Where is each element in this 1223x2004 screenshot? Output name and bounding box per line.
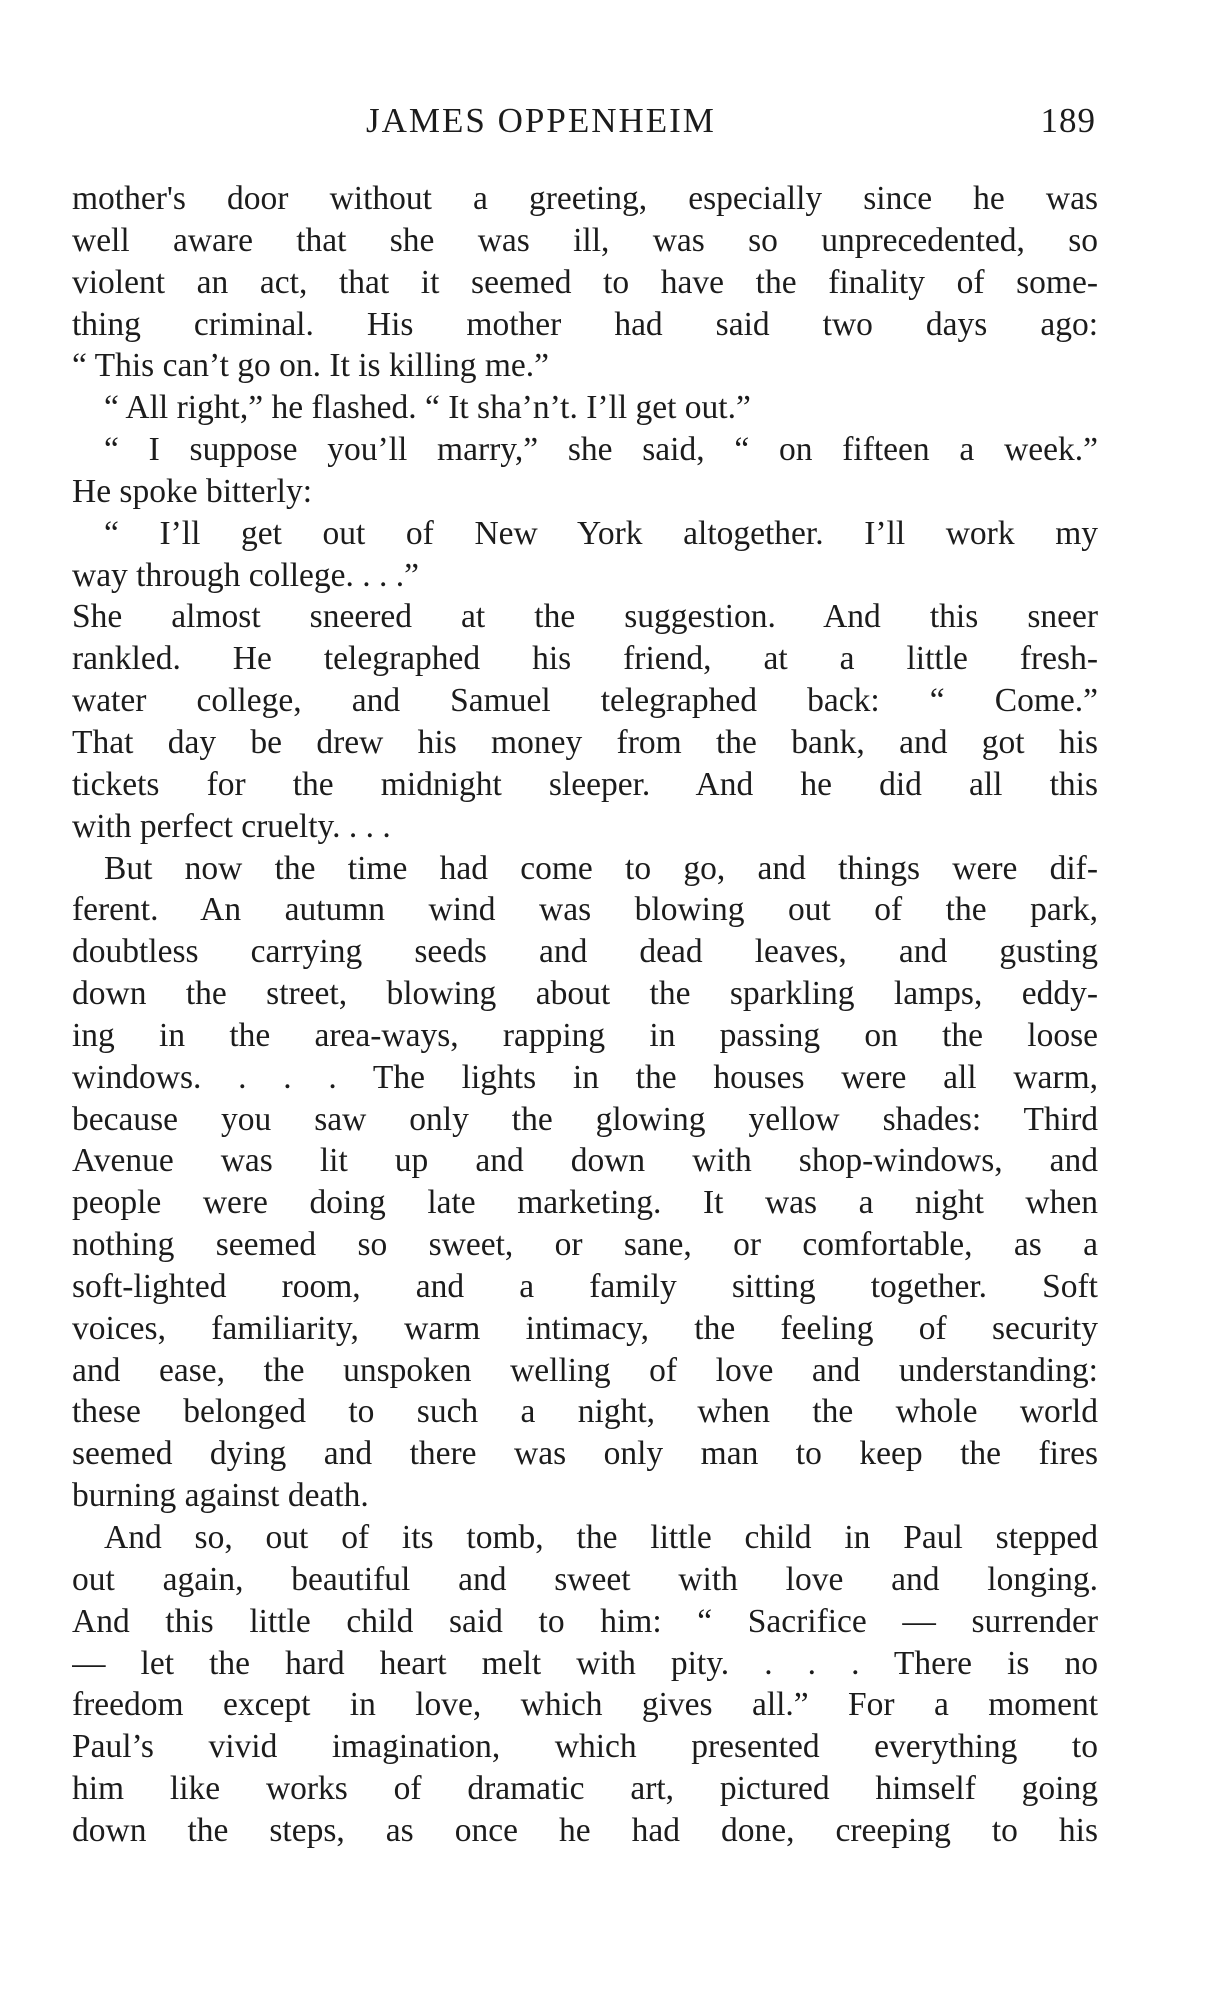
text-line: tickets for the midnight sleeper. And he did all this: [72, 765, 1098, 803]
text-line: “ All right,” he flashed. “ It sha’n’t. I’ll get out.”: [104, 389, 751, 427]
text-line: ferent. An autumn wind was blowing out of the park,: [72, 891, 1098, 929]
text-line: these belonged to such a night, when the whole world: [72, 1393, 1098, 1431]
text-line: Paul’s vivid imagination, which presented everything to: [72, 1728, 1098, 1766]
text-line: And this little child said to him: “ Sacrifice — surrender: [72, 1602, 1098, 1640]
text-line: people were doing late marketing. It was a night when: [72, 1184, 1098, 1222]
text-line: — let the hard heart melt with pity. . . . There is no: [72, 1644, 1098, 1682]
text-line: out again, beautiful and sweet with love and longing.: [72, 1560, 1098, 1598]
text-line: Avenue was lit up and down with shop-windows, and: [72, 1142, 1098, 1180]
text-line: thing criminal. His mother had said two days ago:: [72, 305, 1098, 343]
text-line: voices, familiarity, warm intimacy, the feeling of security: [72, 1309, 1098, 1347]
text-line: windows. . . . The lights in the houses were all warm,: [72, 1058, 1098, 1096]
text-line: water college, and Samuel telegraphed back: “ Come.”: [72, 682, 1098, 720]
body-text: [72, 178, 1098, 1852]
page-number: 189: [1040, 101, 1096, 140]
text-line: soft-lighted room, and a family sitting together. Soft: [72, 1267, 1098, 1305]
text-line: But now the time had come to go, and things were dif-: [104, 849, 1098, 887]
text-line: doubtless carrying seeds and dead leaves, and gusting: [72, 933, 1098, 971]
text-line: down the steps, as once he had done, creeping to his: [72, 1811, 1098, 1849]
text-line: rankled. He telegraphed his friend, at a little fresh-: [72, 640, 1098, 678]
text-line: nothing seemed so sweet, or sane, or comfortable, as a: [72, 1226, 1098, 1264]
text-line: And so, out of its tomb, the little child in Paul stepped: [104, 1519, 1098, 1556]
text-line: “ This can’t go on. It is killing me.”: [72, 347, 549, 385]
text-line: mother's door without a greeting, especially since he was: [72, 180, 1098, 217]
text-line: freedom except in love, which gives all.” For a moment: [72, 1686, 1098, 1724]
text-line: because you saw only the glowing yellow shades: Third: [72, 1100, 1098, 1138]
text-line: him like works of dramatic art, pictured himself going: [72, 1770, 1098, 1808]
running-head: [76, 98, 1096, 144]
text-line: He spoke bitterly:: [72, 472, 313, 510]
text-line: That day be drew his money from the bank, and got his: [72, 723, 1098, 761]
text-line: with perfect cruelty. . . .: [72, 807, 391, 845]
text-line: She almost sneered at the suggestion. And this sneer: [72, 598, 1098, 636]
running-title: JAMES OPPENHEIM: [366, 101, 716, 140]
text-line: and ease, the unspoken welling of love and understanding:: [72, 1351, 1098, 1389]
text-line: down the street, blowing about the sparkling lamps, eddy-: [72, 975, 1098, 1013]
text-line: “ I’ll get out of New York altogether. I’ll work my: [104, 514, 1098, 552]
text-line: seemed dying and there was only man to keep the fires: [72, 1435, 1098, 1473]
text-line: well aware that she was ill, was so unprecedented, so: [72, 221, 1098, 259]
text-line: burning against death.: [72, 1477, 369, 1515]
text-line: “ I suppose you’ll marry,” she said, “ on fifteen a week.”: [104, 431, 1098, 469]
text-line: violent an act, that it seemed to have the finality of some-: [72, 263, 1098, 301]
text-line: way through college. . . .”: [72, 556, 419, 594]
text-line: ing in the area-ways, rapping in passing on the loose: [72, 1016, 1098, 1054]
